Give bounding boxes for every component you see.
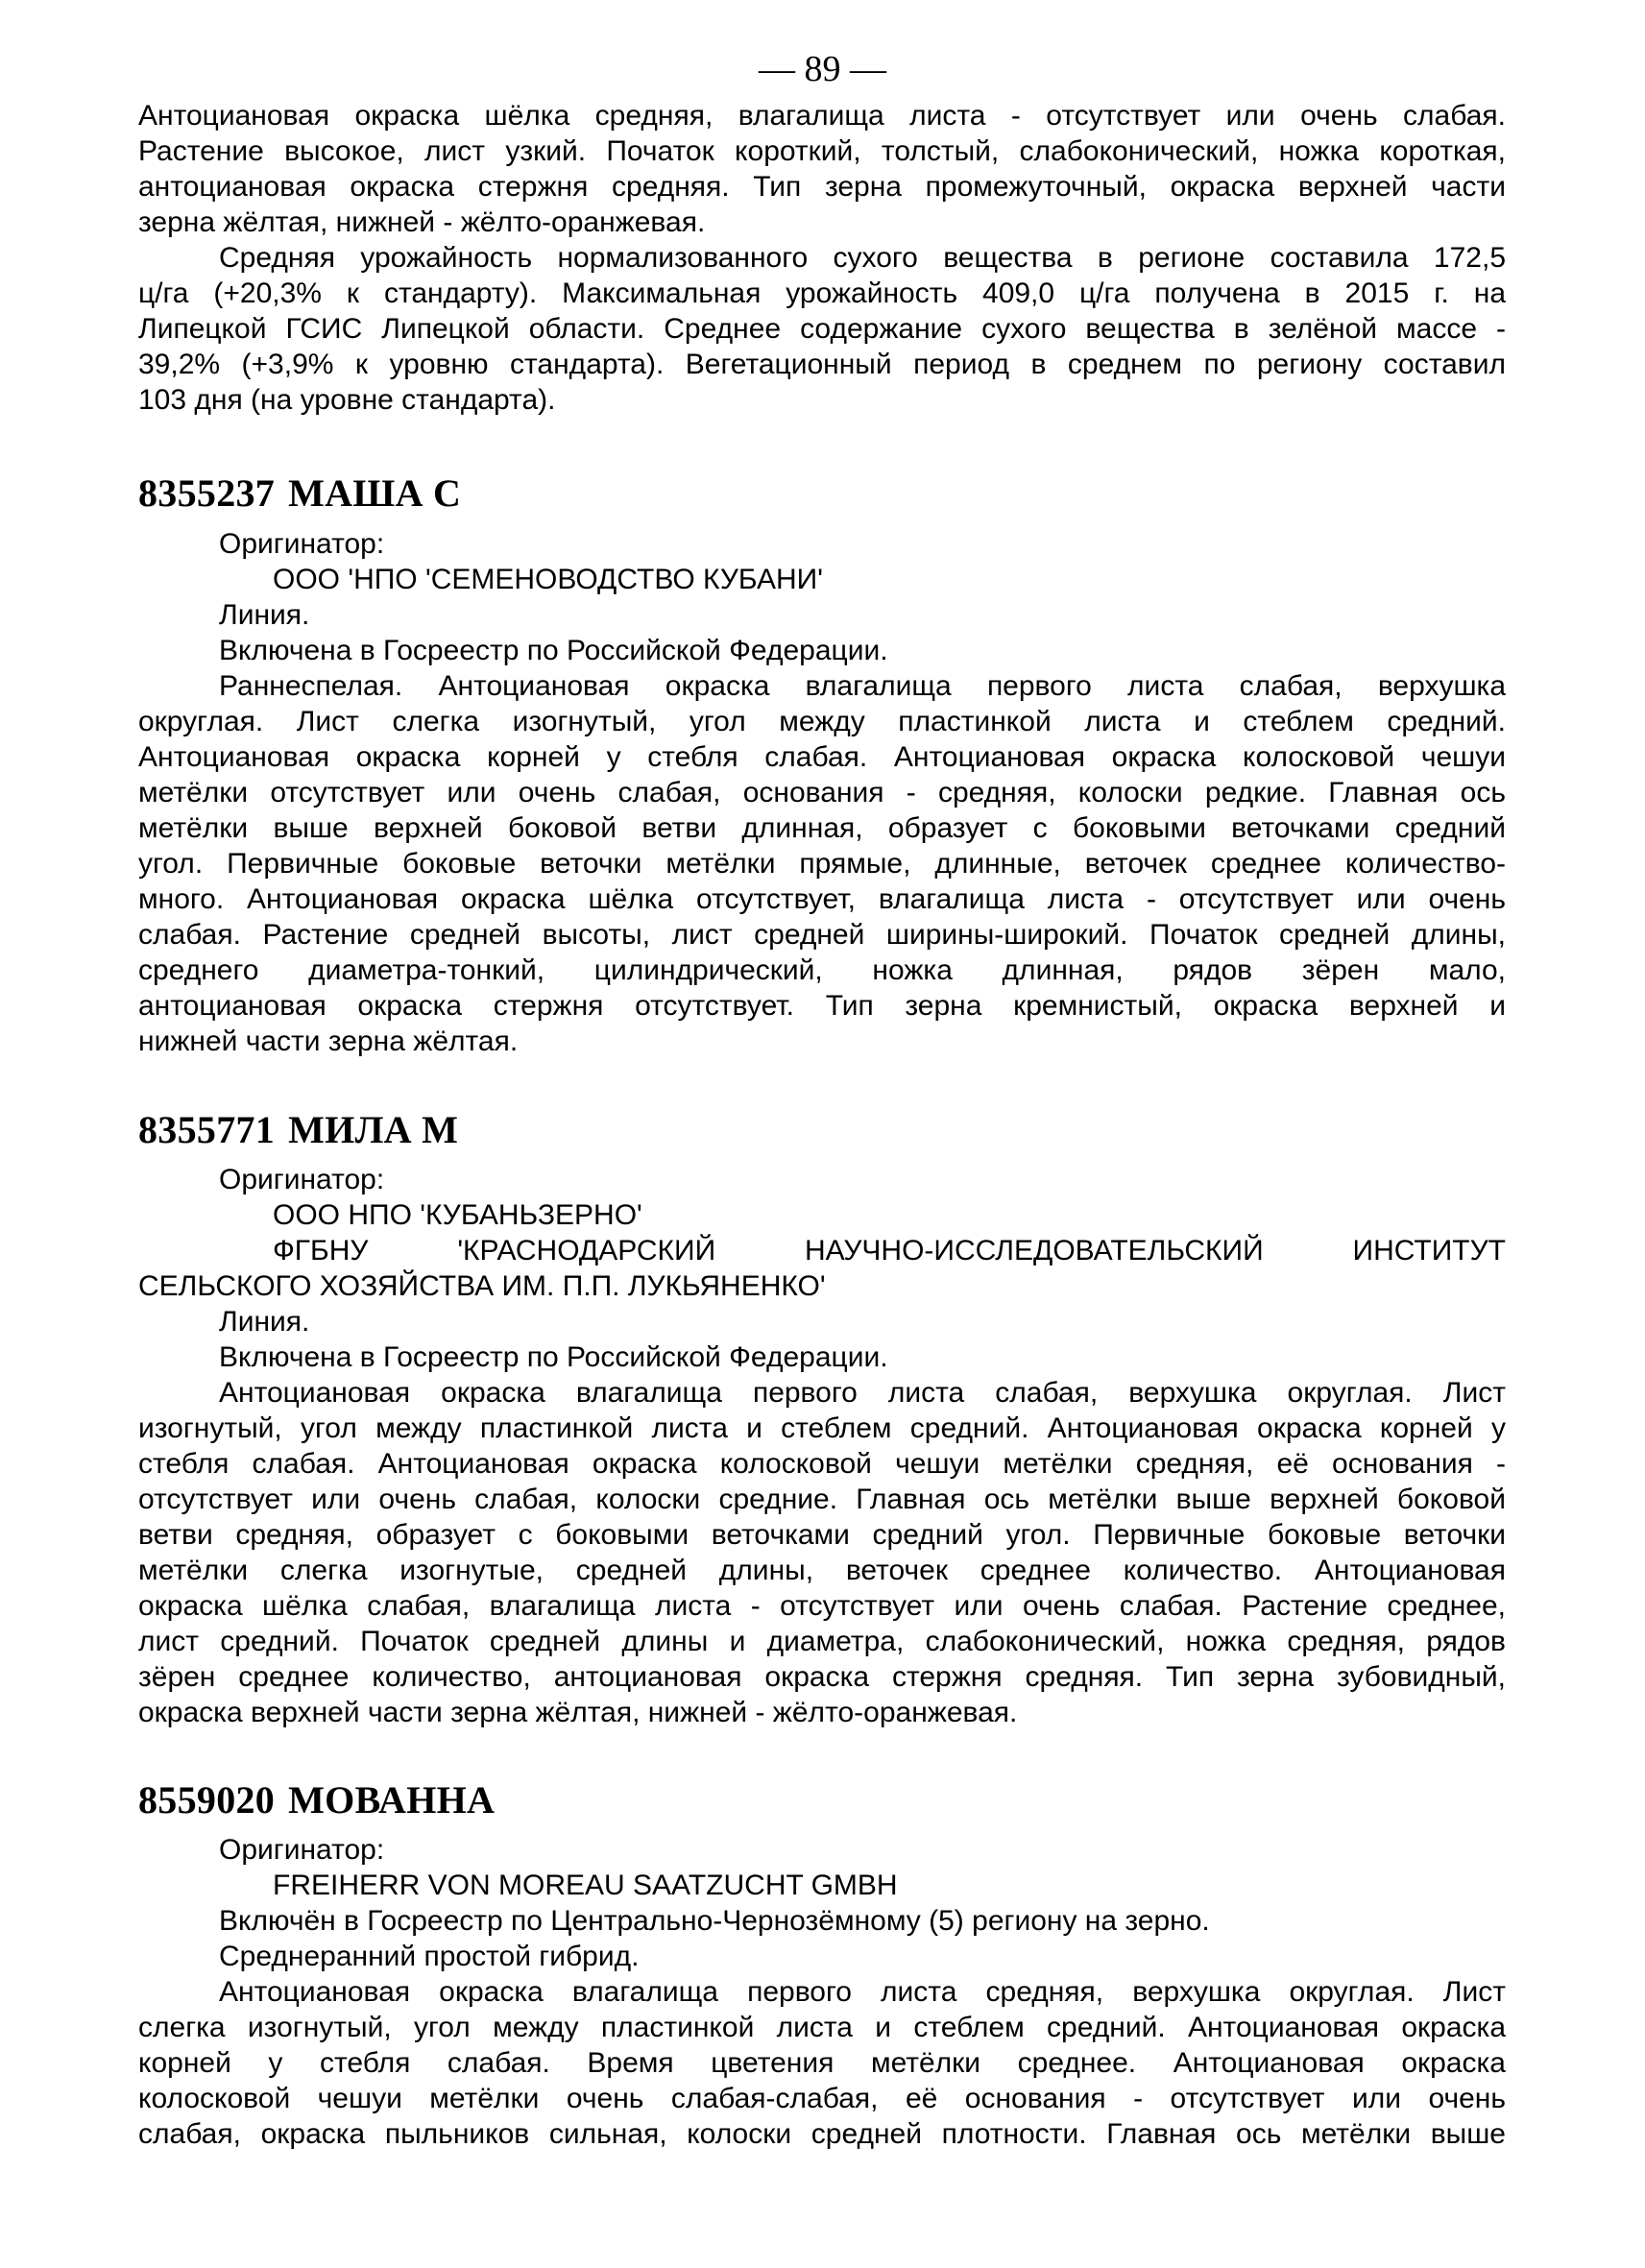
originator-label: Оригинатор: <box>219 1834 385 1866</box>
text-line: слабая, окраска пыльников сильная, колоски средней плотности. Главная ось метёлки выше <box>138 2118 1506 2150</box>
entry-code: 8559020 <box>138 1778 276 1822</box>
text-line: изогнутый, угол между пластинкой листа и стеблем средний. Антоциановая окраска корней у <box>138 1412 1506 1444</box>
originator-label: Оригинатор: <box>219 1164 385 1195</box>
text-line: колосковой чешуи метёлки очень слабая-слабая, её основания - отсутствует или очень <box>138 2083 1506 2114</box>
entry-type: Линия. <box>219 599 310 631</box>
text-line: нижней части зерна жёлтая. <box>138 1025 519 1057</box>
originator-name: ФГБНУ 'КРАСНОДАРСКИЙ НАУЧНО-ИССЛЕДОВАТЕЛЬСКИЙ ИНСТИТУТ <box>273 1235 1506 1267</box>
originator-name: FREIHERR VON MOREAU SAATZUCHT GMBH <box>273 1870 898 1901</box>
text-line: метёлки отсутствует или очень слабая, основания - средняя, колоски редкие. Главная ось <box>138 777 1506 808</box>
text-line: среднего диаметра-тонкий, цилиндрический, ножка длинная, рядов зёрен мало, <box>138 954 1506 986</box>
text-line: окраска верхней части зерна жёлтая, нижней - жёлто-оранжевая. <box>138 1697 1018 1728</box>
registry-note: Включена в Госреестр по Российской Федерации. <box>219 635 888 666</box>
entry-body <box>138 526 1506 1059</box>
text-line: Антоциановая окраска влагалища первого листа средняя, верхушка округлая. Лист <box>219 1976 1506 2008</box>
text-line: Антоциановая окраска влагалища первого листа слабая, верхушка округлая. Лист <box>219 1377 1506 1409</box>
text-line: ц/га (+20,3% к стандарту). Максимальная урожайность 409,0 ц/га получена в 2015 г. на <box>138 277 1506 309</box>
text-line: 39,2% (+3,9% к уровню стандарта). Вегетационный период в среднем по региону составил <box>138 349 1506 380</box>
text-line: зерна жёлтая, нижней - жёлто-оранжевая. <box>138 206 706 238</box>
text-line: слегка изогнутый, угол между пластинкой листа и стеблем средний. Антоциановая окраска <box>138 2012 1506 2043</box>
entry-code: 8355771 <box>138 1108 276 1151</box>
text-line: лист средний. Початок средней длины и диаметра, слабоконический, ножка средняя, рядов <box>138 1626 1506 1657</box>
text-line: отсутствует или очень слабая, колоски средние. Главная ось метёлки выше верхней боковой <box>138 1484 1506 1515</box>
text-line: угол. Первичные боковые веточки метёлки прямые, длинные, веточек среднее количество- <box>138 848 1506 880</box>
entry-heading <box>138 472 474 515</box>
text-line: антоциановая окраска стержня средняя. Тип зерна промежуточный, окраска верхней части <box>138 171 1506 203</box>
text-line: метёлки выше верхней боковой ветви длинная, образует с боковыми веточками средний <box>138 812 1506 844</box>
text-line: 103 дня (на уровне стандарта). <box>138 384 556 416</box>
intro-paragraph-2 <box>138 240 1506 418</box>
entry-heading <box>138 1779 508 1822</box>
text-line: Липецкой ГСИС Липецкой области. Среднее содержание сухого вещества в зелёной массе - <box>138 313 1506 345</box>
entry-name: МОВАННА <box>288 1778 496 1822</box>
text-line: много. Антоциановая окраска шёлка отсутствует, влагалища листа - отсутствует или очень <box>138 883 1506 915</box>
entry-type: Линия. <box>219 1306 310 1338</box>
text-line: Средняя урожайность нормализованного сухого вещества в регионе составила 172,5 <box>219 242 1506 274</box>
entry-heading <box>138 1109 472 1151</box>
text-line: метёлки слегка изогнутые, средней длины, веточек среднее количество. Антоциановая <box>138 1555 1506 1586</box>
intro-paragraph-1 <box>138 98 1506 240</box>
entry-body <box>138 1832 1506 2152</box>
originator-label: Оригинатор: <box>219 528 385 560</box>
entry-name: МИЛА М <box>288 1108 459 1151</box>
registry-note: Включена в Госреестр по Российской Федерации. <box>219 1341 888 1373</box>
text-line: корней у стебля слабая. Время цветения метёлки среднее. Антоциановая окраска <box>138 2047 1506 2079</box>
entry-type: Среднеранний простой гибрид. <box>219 1941 640 1972</box>
registry-note: Включён в Госреестр по Центрально-Чернозёмному (5) региону на зерно. <box>219 1905 1210 1937</box>
text-line: округлая. Лист слегка изогнутый, угол между пластинкой листа и стеблем средний. <box>138 706 1506 737</box>
text-line: окраска шёлка слабая, влагалища листа - отсутствует или очень слабая. Растение среднее, <box>138 1590 1506 1622</box>
page-number: — 89 — <box>759 49 886 89</box>
text-line: слабая. Растение средней высоты, лист средней ширины-широкий. Початок средней длины, <box>138 919 1506 951</box>
text-line: ветви средняя, образует с боковыми веточками средний угол. Первичные боковые веточки <box>138 1519 1506 1551</box>
entry-body <box>138 1162 1506 1730</box>
text-line: Растение высокое, лист узкий. Початок короткий, толстый, слабоконический, ножка короткая, <box>138 135 1506 167</box>
text-line: стебля слабая. Антоциановая окраска колосковой чешуи метёлки средняя, её основания - <box>138 1448 1506 1480</box>
originator-name: ООО НПО 'КУБАНЬЗЕРНО' <box>273 1199 642 1231</box>
text-line: зёрен среднее количество, антоциановая окраска стержня средняя. Тип зерна зубовидный, <box>138 1661 1506 1693</box>
entry-name: МАША С <box>288 471 462 515</box>
entry-code: 8355237 <box>138 471 276 515</box>
text-line: антоциановая окраска стержня отсутствует. Тип зерна кремнистый, окраска верхней и <box>138 990 1506 1022</box>
originator-name: ООО 'НПО 'СЕМЕНОВОДСТВО КУБАНИ' <box>273 564 823 595</box>
text-line: Антоциановая окраска шёлка средняя, влагалища листа - отсутствует или очень слабая. <box>138 100 1506 132</box>
text-line: Раннеспелая. Антоциановая окраска влагалища первого листа слабая, верхушка <box>219 670 1506 702</box>
originator-name: СЕЛЬСКОГО ХОЗЯЙСТВА ИМ. П.П. ЛУКЬЯНЕНКО' <box>138 1270 826 1302</box>
text-line: Антоциановая окраска корней у стебля слабая. Антоциановая окраска колосковой чешуи <box>138 741 1506 773</box>
